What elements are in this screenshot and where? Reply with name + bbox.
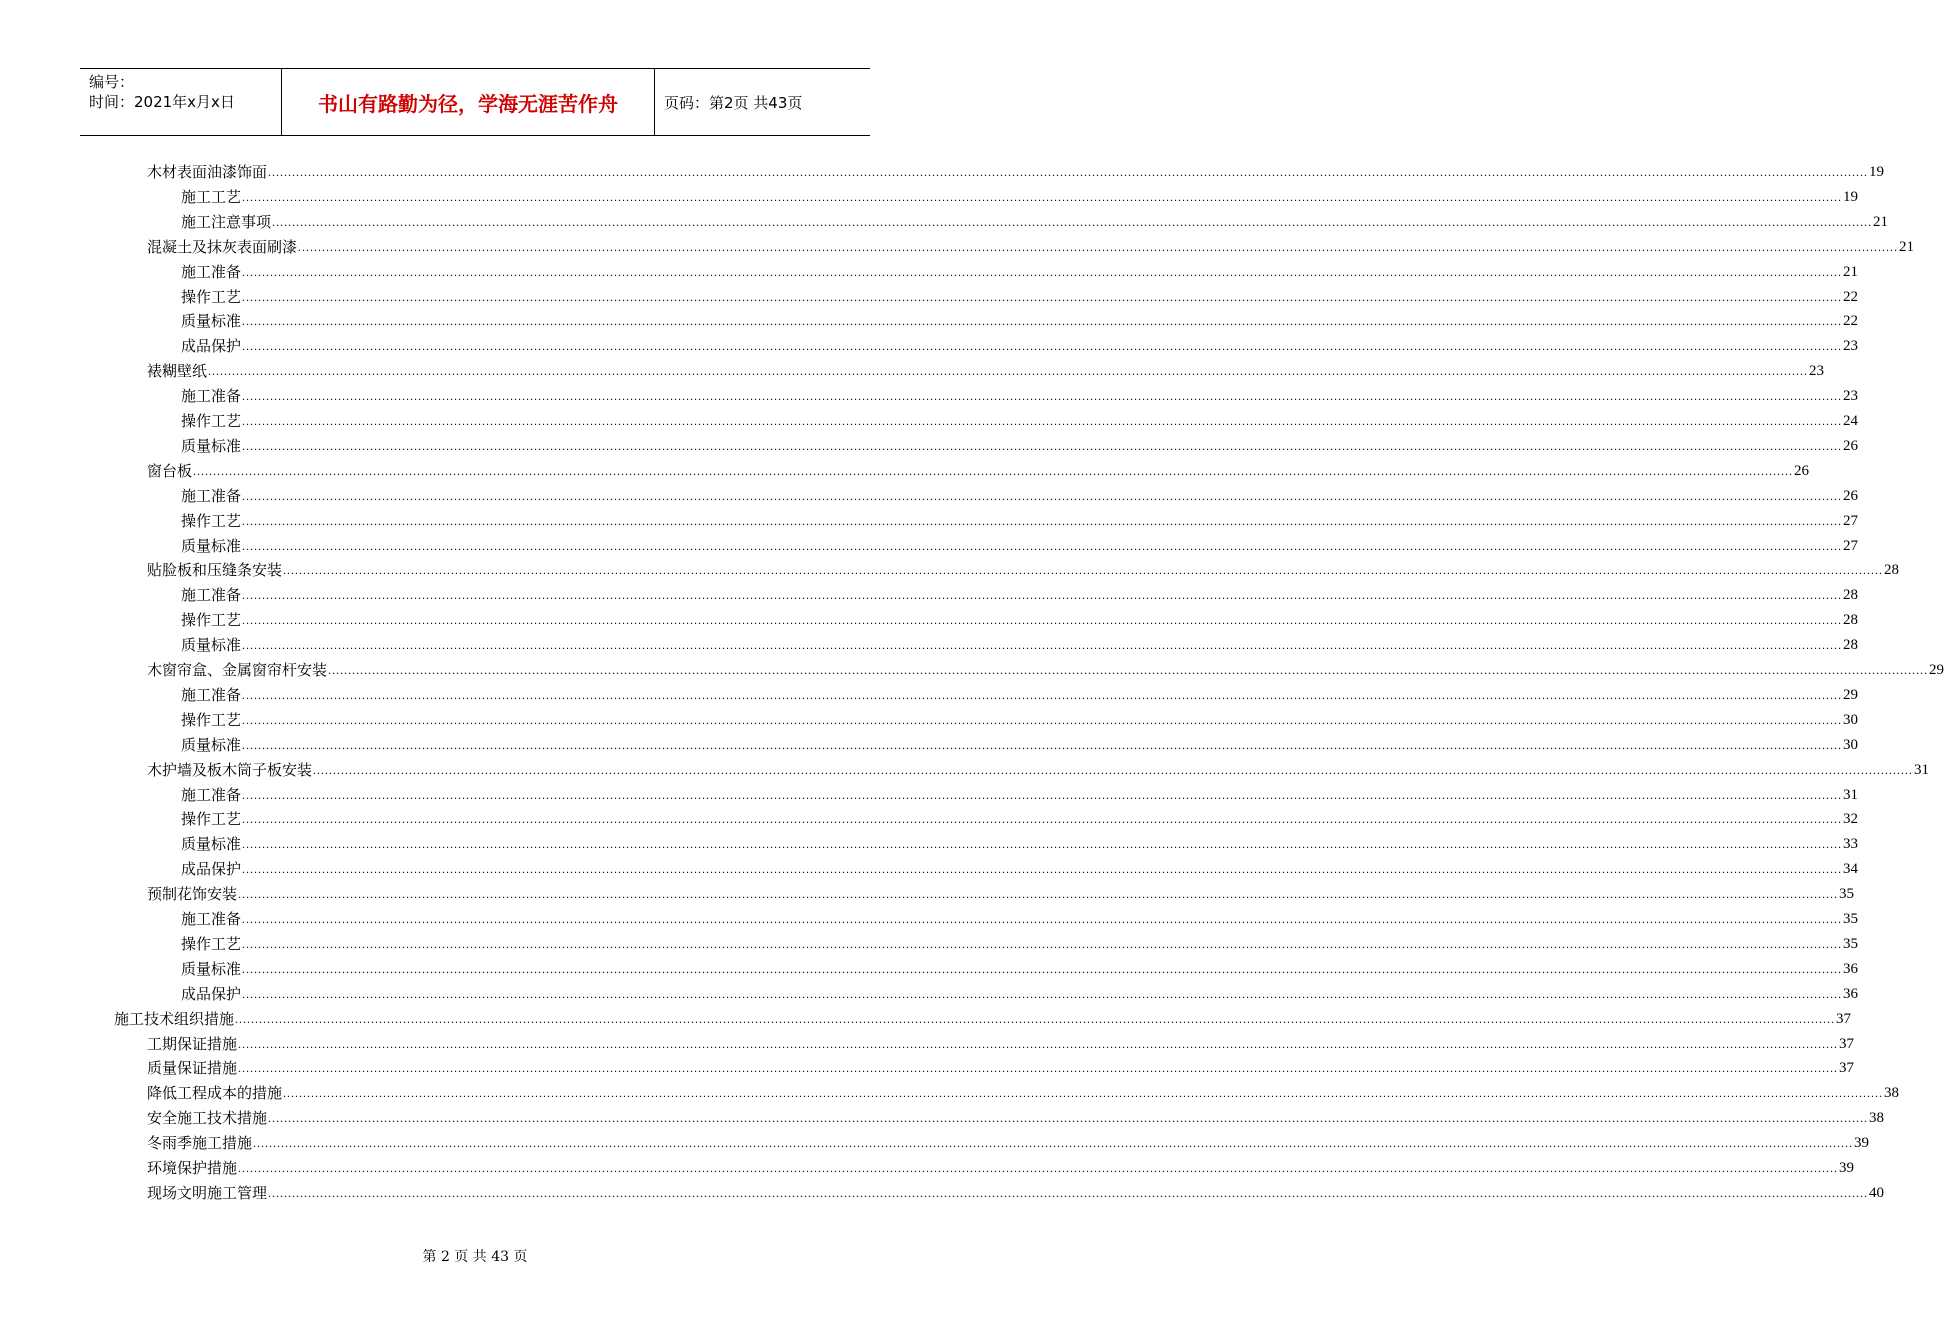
toc-entry-page-number: 26	[1843, 487, 1859, 504]
toc-entry-title: 现场文明施工管理	[147, 1183, 268, 1202]
toc-leader-dots: ................................................................................................................................................................................................................................................................................................................................................................................................................	[242, 389, 1843, 404]
toc-leader-dots: ................................................................................................................................................................................................................................................................................................................................................................................................................	[242, 613, 1843, 628]
toc-leader-dots: ................................................................................................................................................................................................................................................................................................................................................................................................................	[242, 687, 1843, 702]
toc-entry[interactable]	[181, 581, 1859, 605]
toc-entry-page-number: 24	[1843, 413, 1859, 429]
toc-entry[interactable]	[181, 307, 1859, 331]
document-number-label: 编号：	[89, 73, 135, 91]
toc-entry-title: 质量标准	[181, 436, 242, 455]
header-meta	[80, 69, 282, 135]
toc-entry-page-number: 28	[1843, 637, 1859, 654]
toc-entry-title: 质量标准	[181, 959, 242, 978]
toc-entry[interactable]	[181, 532, 1859, 556]
toc-entry[interactable]	[181, 382, 1859, 406]
toc-leader-dots: ................................................................................................................................................................................................................................................................................................................................................................................................................	[272, 214, 1873, 229]
toc-entry-title: 操作工艺	[181, 934, 242, 953]
toc-entry-page-number: 38	[1869, 1110, 1885, 1127]
toc-entry-page-number: 21	[1873, 213, 1889, 230]
toc-entry-page-number: 33	[1843, 836, 1859, 853]
toc-entry-title: 降低工程成本的措施	[147, 1084, 283, 1103]
toc-entry-page-number: 30	[1843, 736, 1859, 753]
toc-leader-dots: ................................................................................................................................................................................................................................................................................................................................................................................................................	[238, 1061, 1839, 1076]
toc-leader-dots: ................................................................................................................................................................................................................................................................................................................................................................................................................	[242, 314, 1843, 329]
toc-entry-title: 安全施工技术措施	[147, 1109, 268, 1128]
toc-entry-title: 质量标准	[181, 312, 242, 331]
toc-entry-title: 工期保证措施	[147, 1034, 238, 1053]
toc-entry[interactable]	[181, 706, 1859, 730]
toc-entry-title: 裱糊壁纸	[147, 362, 208, 381]
toc-entry[interactable]	[181, 805, 1859, 829]
toc-entry-page-number: 37	[1839, 1060, 1855, 1077]
toc-entry[interactable]	[181, 606, 1859, 630]
toc-leader-dots: ................................................................................................................................................................................................................................................................................................................................................................................................................	[242, 339, 1843, 354]
toc-entry[interactable]	[181, 731, 1859, 755]
toc-entry-title: 冬雨季施工措施	[147, 1134, 253, 1153]
toc-entry[interactable]	[181, 781, 1859, 805]
toc-entry[interactable]	[147, 880, 1855, 904]
toc-entry-title: 木护墙及板木筒子板安装	[147, 760, 313, 779]
toc-entry[interactable]	[147, 1030, 1855, 1054]
toc-leader-dots: ................................................................................................................................................................................................................................................................................................................................................................................................................	[242, 513, 1843, 528]
toc-entry-page-number: 26	[1794, 462, 1810, 479]
toc-entry-page-number: 29	[1843, 686, 1859, 703]
toc-entry-page-number: 32	[1843, 811, 1859, 828]
toc-entry-title: 施工准备	[181, 486, 242, 505]
toc-entry-title: 操作工艺	[181, 810, 242, 829]
toc-entry[interactable]	[181, 482, 1859, 506]
toc-entry[interactable]	[181, 432, 1859, 456]
toc-leader-dots: ................................................................................................................................................................................................................................................................................................................................................................................................................	[283, 563, 1884, 578]
toc-entry[interactable]	[181, 980, 1859, 1004]
toc-entry-title: 施工准备	[181, 586, 242, 605]
toc-entry-page-number: 23	[1843, 388, 1859, 405]
toc-leader-dots: ................................................................................................................................................................................................................................................................................................................................................................................................................	[242, 588, 1843, 603]
toc-entry-title: 施工准备	[181, 387, 242, 406]
toc-entry-title: 木窗帘盒、金属窗帘杆安装	[147, 661, 328, 679]
toc-leader-dots: ................................................................................................................................................................................................................................................................................................................................................................................................................	[242, 264, 1843, 279]
toc-entry-page-number: 35	[1839, 886, 1855, 903]
toc-entry-title: 质量标准	[181, 536, 242, 555]
toc-entry-page-number: 28	[1843, 612, 1859, 629]
toc-leader-dots: ................................................................................................................................................................................................................................................................................................................................................................................................................	[238, 887, 1839, 902]
toc-entry-page-number: 36	[1843, 960, 1859, 977]
toc-leader-dots: ................................................................................................................................................................................................................................................................................................................................................................................................................	[268, 165, 1869, 179]
toc-entry-title: 施工技术组织措施	[114, 1009, 235, 1028]
toc-entry[interactable]	[181, 855, 1859, 879]
toc-entry-page-number: 34	[1843, 861, 1859, 878]
toc-leader-dots: ................................................................................................................................................................................................................................................................................................................................................................................................................	[242, 189, 1843, 204]
toc-entry-page-number: 22	[1843, 313, 1859, 330]
toc-leader-dots: ................................................................................................................................................................................................................................................................................................................................................................................................................	[242, 538, 1843, 553]
toc-entry-page-number: 27	[1843, 512, 1859, 529]
toc-leader-dots: ................................................................................................................................................................................................................................................................................................................................................................................................................	[242, 289, 1843, 304]
toc-leader-dots: ................................................................................................................................................................................................................................................................................................................................................................................................................	[242, 912, 1843, 926]
toc-leader-dots: ................................................................................................................................................................................................................................................................................................................................................................................................................	[298, 239, 1899, 254]
toc-entry[interactable]	[147, 1154, 1855, 1178]
toc-leader-dots: ................................................................................................................................................................................................................................................................................................................................................................................................................	[242, 961, 1843, 976]
toc-leader-dots: ................................................................................................................................................................................................................................................................................................................................................................................................................	[268, 1185, 1869, 1200]
toc-entry[interactable]	[181, 407, 1859, 431]
toc-entry-page-number: 30	[1843, 711, 1859, 728]
toc-entry-page-number: 38	[1884, 1085, 1900, 1102]
toc-entry-page-number: 39	[1854, 1135, 1870, 1152]
toc-entry-page-number: 28	[1843, 587, 1859, 604]
toc-entry-title: 质量标准	[181, 636, 242, 655]
toc-entry-title: 施工工艺	[181, 187, 242, 206]
toc-entry-title: 操作工艺	[181, 287, 242, 306]
toc-leader-dots: ................................................................................................................................................................................................................................................................................................................................................................................................................	[242, 986, 1843, 1001]
toc-entry-title: 窗台板	[147, 461, 193, 480]
toc-entry-page-number: 28	[1884, 562, 1900, 579]
toc-entry-page-number: 39	[1839, 1160, 1855, 1176]
toc-entry-title: 施工准备	[181, 910, 242, 928]
toc-entry[interactable]	[181, 507, 1859, 531]
toc-entry-title: 成品保护	[181, 984, 242, 1003]
toc-entry-page-number: 21	[1899, 238, 1915, 255]
toc-entry-page-number: 37	[1836, 1010, 1852, 1027]
toc-leader-dots: ................................................................................................................................................................................................................................................................................................................................................................................................................	[242, 812, 1843, 827]
toc-entry[interactable]	[147, 1104, 1885, 1128]
toc-leader-dots: ................................................................................................................................................................................................................................................................................................................................................................................................................	[242, 837, 1843, 852]
toc-leader-dots: ................................................................................................................................................................................................................................................................................................................................................................................................................	[313, 762, 1914, 777]
toc-leader-dots: ................................................................................................................................................................................................................................................................................................................................................................................................................	[242, 737, 1843, 752]
toc-entry-page-number: 22	[1843, 288, 1859, 305]
toc-entry-page-number: 21	[1843, 263, 1859, 280]
toc-entry-page-number: 26	[1843, 437, 1859, 454]
toc-leader-dots: ................................................................................................................................................................................................................................................................................................................................................................................................................	[242, 936, 1843, 951]
toc-leader-dots: ................................................................................................................................................................................................................................................................................................................................................................................................................	[235, 1011, 1836, 1026]
toc-entry-page-number: 35	[1843, 911, 1859, 927]
header-motto: 书山有路勤为径，学海无涯苦作舟	[282, 69, 655, 135]
toc-leader-dots: ................................................................................................................................................................................................................................................................................................................................................................................................................	[242, 862, 1843, 877]
toc-entry-title: 施工准备	[181, 685, 242, 704]
toc-entry-title: 贴脸板和压缝条安装	[147, 561, 283, 580]
toc-entry-page-number: 23	[1843, 338, 1859, 355]
toc-entry-page-number: 37	[1839, 1035, 1855, 1052]
toc-leader-dots: ................................................................................................................................................................................................................................................................................................................................................................................................................	[242, 488, 1843, 503]
toc-entry-title: 成品保护	[181, 860, 242, 879]
toc-entry[interactable]	[147, 457, 1810, 481]
toc-entry-title: 操作工艺	[181, 611, 242, 630]
toc-entry[interactable]	[181, 283, 1859, 307]
toc-leader-dots: ................................................................................................................................................................................................................................................................................................................................................................................................................	[193, 463, 1794, 478]
toc-leader-dots: ................................................................................................................................................................................................................................................................................................................................................................................................................	[328, 663, 1929, 677]
toc-entry[interactable]	[147, 1054, 1855, 1078]
toc-leader-dots: ................................................................................................................................................................................................................................................................................................................................................................................................................	[238, 1161, 1839, 1175]
toc-entry[interactable]	[147, 158, 1885, 182]
toc-entry[interactable]	[147, 556, 1900, 580]
toc-entry-title: 质量保证措施	[147, 1059, 238, 1078]
toc-leader-dots: ................................................................................................................................................................................................................................................................................................................................................................................................................	[283, 1086, 1884, 1101]
toc-entry[interactable]	[181, 955, 1859, 979]
toc-entry-page-number: 23	[1809, 363, 1825, 380]
toc-entry[interactable]	[181, 681, 1859, 705]
toc-entry-page-number: 19	[1843, 188, 1859, 205]
toc-entry-page-number: 40	[1869, 1184, 1885, 1201]
page-footer: 第 2 页 共 43 页	[422, 1249, 528, 1265]
toc-entry-title: 预制花饰安装	[147, 885, 238, 904]
toc-entry[interactable]	[114, 1005, 1852, 1029]
toc-leader-dots: ................................................................................................................................................................................................................................................................................................................................................................................................................	[253, 1136, 1854, 1151]
toc-entry[interactable]	[147, 1129, 1870, 1153]
toc-entry[interactable]	[147, 656, 1944, 680]
toc-entry-page-number: 31	[1914, 761, 1930, 778]
toc-entry-title: 操作工艺	[181, 511, 242, 530]
toc-leader-dots: ................................................................................................................................................................................................................................................................................................................................................................................................................	[242, 712, 1843, 727]
toc-entry-title: 施工注意事项	[181, 212, 272, 231]
toc-entry-page-number: 27	[1843, 537, 1859, 554]
toc-entry[interactable]	[147, 233, 1915, 257]
toc-entry-page-number: 31	[1843, 786, 1859, 803]
toc-entry[interactable]	[181, 631, 1859, 655]
toc-entry-title: 质量标准	[181, 735, 242, 754]
toc-entry[interactable]	[147, 357, 1825, 381]
toc-leader-dots: ................................................................................................................................................................................................................................................................................................................................................................................................................	[242, 438, 1843, 453]
toc-entry-title: 成品保护	[181, 337, 242, 356]
toc-entry[interactable]	[181, 208, 1889, 232]
toc-entry-title: 环境保护措施	[147, 1159, 238, 1177]
toc-entry-title: 混凝土及抹灰表面刷漆	[147, 237, 298, 256]
toc-entry[interactable]	[181, 930, 1859, 954]
toc-entry-page-number: 19	[1869, 164, 1885, 180]
toc-entry-title: 木材表面油漆饰面	[147, 163, 268, 181]
toc-entry[interactable]	[181, 830, 1859, 854]
toc-entry-title: 质量标准	[181, 835, 242, 854]
toc-entry-title: 施工准备	[181, 262, 242, 281]
toc-entry[interactable]	[181, 183, 1859, 207]
toc-entry-title: 施工准备	[181, 785, 242, 804]
document-time-label: 时间：2021年x月x日	[89, 93, 235, 111]
page-header	[80, 68, 870, 136]
toc-leader-dots: ................................................................................................................................................................................................................................................................................................................................................................................................................	[242, 787, 1843, 802]
header-page-info: 页码：第2页 共43页	[664, 93, 803, 112]
toc-entry-page-number: 35	[1843, 935, 1859, 952]
toc-leader-dots: ................................................................................................................................................................................................................................................................................................................................................................................................................	[242, 414, 1843, 428]
toc-entry[interactable]	[181, 332, 1859, 356]
toc-entry-page-number: 36	[1843, 985, 1859, 1002]
toc-entry-title: 操作工艺	[181, 710, 242, 729]
toc-leader-dots: ................................................................................................................................................................................................................................................................................................................................................................................................................	[242, 638, 1843, 653]
toc-entry[interactable]	[147, 756, 1930, 780]
toc-leader-dots: ................................................................................................................................................................................................................................................................................................................................................................................................................	[268, 1111, 1869, 1126]
toc-entry-page-number: 29	[1929, 662, 1944, 678]
toc-entry-title: 操作工艺	[181, 412, 242, 430]
toc-entry[interactable]	[181, 905, 1859, 929]
toc-entry[interactable]	[147, 1079, 1900, 1103]
toc-entry[interactable]	[147, 1179, 1885, 1203]
toc-leader-dots: ................................................................................................................................................................................................................................................................................................................................................................................................................	[238, 1036, 1839, 1051]
toc-entry[interactable]	[181, 258, 1859, 282]
toc-leader-dots: ................................................................................................................................................................................................................................................................................................................................................................................................................	[208, 364, 1809, 379]
